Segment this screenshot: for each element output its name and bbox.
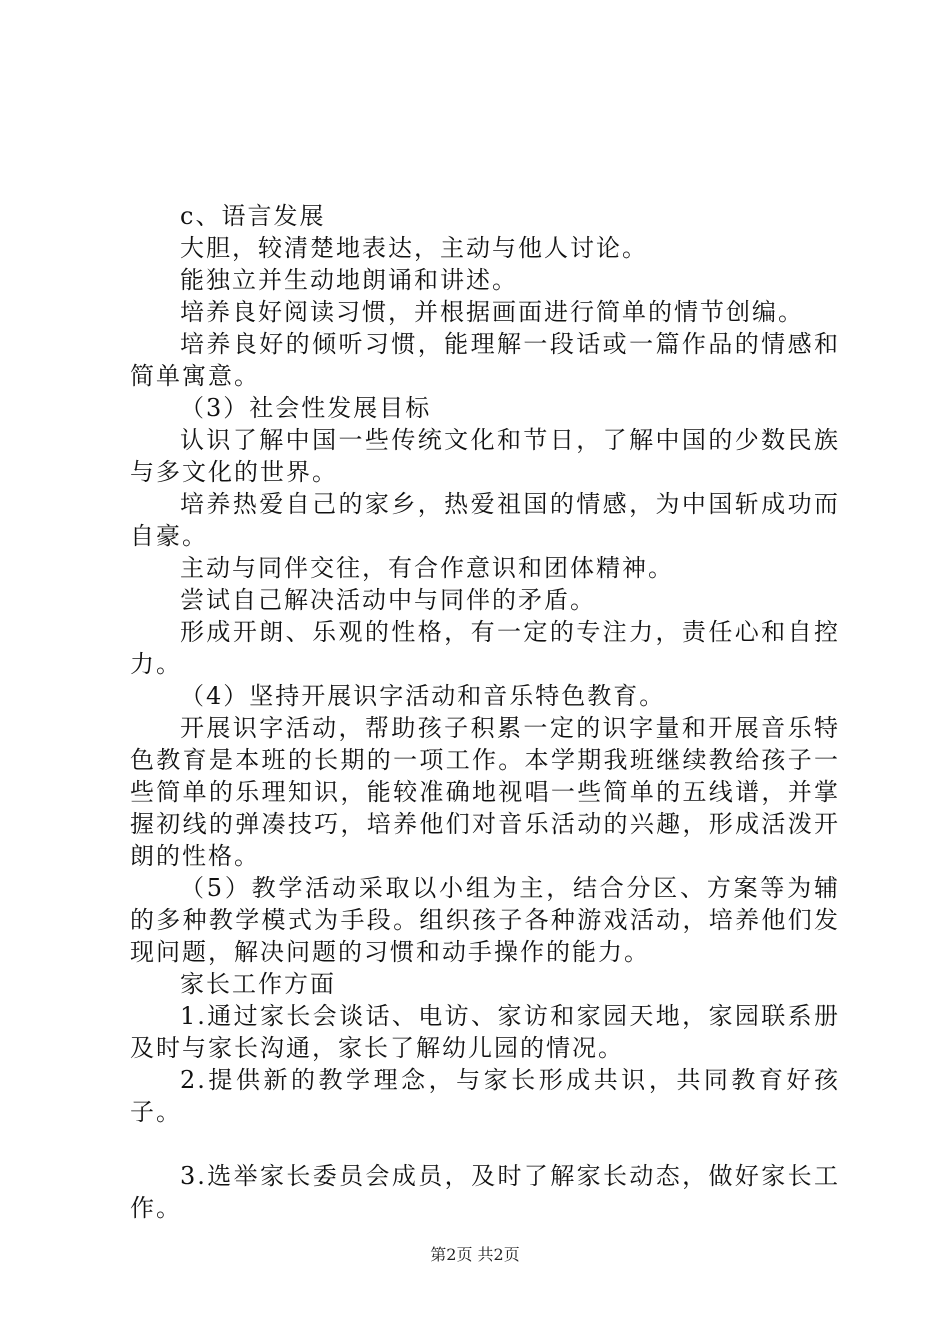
- document-body: [130, 200, 840, 1224]
- paragraph-heading-social: （3）社会性发展目标: [180, 394, 432, 422]
- paragraph: 培养良好的倾听习惯，能理解一段话或一篇作品的情感和简单寓意。: [130, 330, 840, 390]
- paragraph: 能独立并生动地朗诵和讲述。: [180, 266, 518, 294]
- paragraph: 认识了解中国一些传统文化和节日，了解中国的少数民族与多文化的世界。: [130, 426, 840, 486]
- paragraph: 尝试自己解决活动中与同伴的矛盾。: [180, 586, 596, 614]
- page-number: 第2页 共2页: [430, 1245, 520, 1264]
- paragraph: 1.通过家长会谈话、电访、家访和家园天地，家园联系册及时与家长沟通，家长了解幼儿园的情况。: [130, 1002, 840, 1062]
- paragraph: 大胆，较清楚地表达，主动与他人讨论。: [180, 234, 648, 262]
- paragraph: 培养热爱自己的家乡，热爱祖国的情感，为中国斩成功而自豪。: [130, 490, 840, 550]
- paragraph-heading-parents: 家长工作方面: [180, 970, 336, 998]
- paragraph: 3.选举家长委员会成员，及时了解家长动态，做好家长工作。: [130, 1162, 840, 1222]
- paragraph: 开展识字活动，帮助孩子积累一定的识字量和开展音乐特色教育是本班的长期的一项工作。本学期我班继续教给孩子一些简单的乐理知识，能较准确地视唱一些简单的五线谱，并掌握初线的弹凑技巧，培养他们对音乐活动的兴趣，形成活泼开朗的性格。: [130, 714, 840, 870]
- paragraph-heading-teaching: （5）教学活动采取以小组为主，结合分区、方案等为辅的多种教学模式为手段。组织孩子各种游戏活动，培养他们发现问题，解决问题的习惯和动手操作的能力。: [130, 874, 840, 966]
- paragraph: 主动与同伴交往，有合作意识和团体精神。: [180, 554, 674, 582]
- paragraph: 培养良好阅读习惯，并根据画面进行简单的情节创编。: [180, 298, 804, 326]
- paragraph: 形成开朗、乐观的性格，有一定的专注力，责任心和自控力。: [130, 618, 840, 678]
- paragraph-heading-language: c、语言发展: [180, 202, 326, 230]
- blank-line: [130, 1128, 840, 1160]
- paragraph: 2.提供新的教学理念，与家长形成共识，共同教育好孩子。: [130, 1066, 840, 1126]
- paragraph-heading-literacy-music: （4）坚持开展识字活动和音乐特色教育。: [180, 682, 666, 710]
